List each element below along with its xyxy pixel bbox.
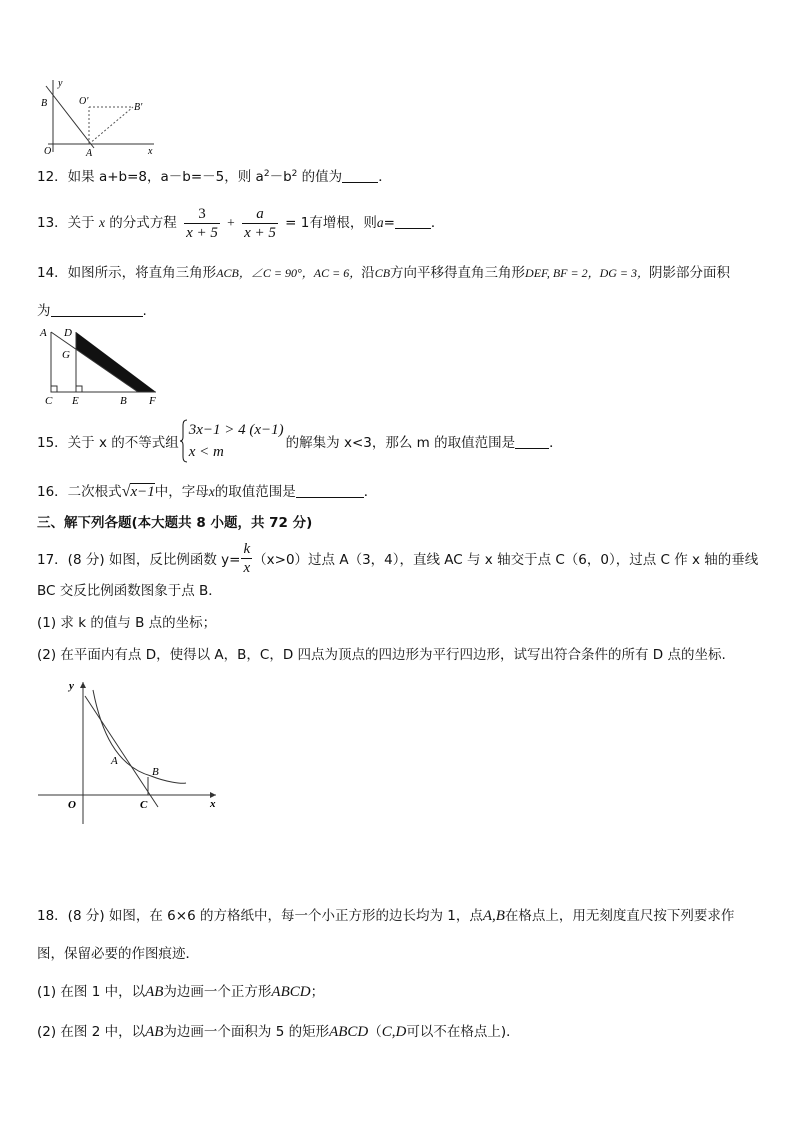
answer-blank[interactable]: [515, 434, 549, 449]
question-14-line2: 为 .: [37, 303, 147, 319]
question-13: 13．关于 x 的分式方程 $\frac{3}{x + 5}$ + $\frac{a}{x + 5}$ = 1有增根，则a= ．: [37, 205, 445, 241]
question-17-line1: 17．(8 分) 如图，反比例函数 y= $\frac{k}{x}$ （x>0）过点 A（3，4），直线 AC 与 x 轴交于点 C（6，0），过点 C 作 x 轴的垂线: [37, 540, 759, 576]
label-C: C: [45, 395, 53, 406]
question-14-line1: 14．如图所示，将直角三角形ACB，∠C = 90°，AC = 6，沿CB方向平移得直角三角形DEF, BF = 2，DG = 3，阴影部分面积: [37, 265, 731, 281]
hyperbola-curve: [93, 690, 186, 783]
question-17-line2: BC 交反比例函数图象于点 B．: [37, 583, 222, 599]
right-angle-C: [51, 386, 57, 392]
label-x: x: [210, 798, 216, 810]
brace-icon: [180, 419, 188, 463]
top-figure: [36, 76, 161, 158]
figure-17: [36, 676, 226, 826]
question-18-line2: 图，保留必要的作图痕迹．: [37, 946, 199, 962]
label-O: O: [44, 146, 52, 157]
line-AC: [85, 696, 158, 807]
y-axis-arrow-icon: [80, 682, 86, 688]
label-O: O: [68, 799, 76, 811]
label-y: y: [69, 680, 74, 692]
question-15: 15．关于 x 的不等式组 3x−1 > 4 (x−1) x < m 的解集为 x<3，那么 m 的取值范围是 ．: [37, 418, 563, 464]
label-A: A: [111, 755, 118, 767]
question-17-sub2: (2) 在平面内有点 D，使得以 A，B，C，D 四点为顶点的四边形为平行四边形，试写出符合条件的所有 D 点的坐标.: [37, 647, 726, 663]
label-B: B: [41, 98, 48, 109]
label-F: F: [149, 395, 156, 406]
question-18-line1: 18．(8 分) 如图，在 6×6 的方格纸中，每一个小正方形的边长均为 1，点A,B在格点上，用无刻度直尺按下列要求作: [37, 908, 735, 924]
hypotenuse-AB: [51, 332, 138, 392]
label-y: y: [58, 78, 63, 89]
sqrt-icon: √: [121, 483, 131, 500]
label-B: B: [120, 395, 127, 406]
label-E: E: [72, 395, 79, 406]
label-B: B: [152, 766, 159, 778]
dashed-A-B-prime: [89, 107, 133, 144]
shaded-region: [76, 332, 156, 392]
fraction-a-over-x5: $\frac{a}{x + 5}$: [244, 205, 276, 241]
question-17-sub1: (1) 求 k 的值与 B 点的坐标；: [37, 615, 217, 631]
fraction-3-over-x5: $\frac{3}{x + 5}$: [186, 205, 218, 241]
question-12: 12．如果 a+b=8，a－b=－5，则 $a^2-b^2$ 的值为 ．: [37, 169, 392, 185]
label-G: G: [62, 349, 70, 361]
figure-14: [36, 324, 166, 406]
label-C: C: [140, 799, 148, 811]
label-B-prime: B': [134, 102, 143, 113]
answer-blank[interactable]: [51, 302, 143, 317]
label-A: A: [86, 148, 93, 158]
label-x: x: [148, 146, 153, 157]
right-angle-E: [76, 386, 82, 392]
question-16: 16．二次根式√x−1中，字母x的取值范围是 ．: [37, 483, 378, 500]
question-18-sub2: (2) 在图 2 中，以AB为边画一个面积为 5 的矩形ABCD（C,D可以不在格点上)．: [37, 1024, 520, 1040]
answer-blank[interactable]: [342, 168, 378, 183]
question-18-sub1: (1) 在图 1 中，以AB为边画一个正方形ABCD；: [37, 984, 325, 1000]
section-3-heading: 三、解下列各题(本大题共 8 小题，共 72 分): [37, 515, 313, 531]
label-A: A: [40, 327, 47, 339]
fraction-k-over-x: $\frac{k}{x}$: [243, 540, 251, 576]
label-D: D: [64, 327, 72, 339]
label-O-prime: O': [79, 96, 89, 107]
answer-blank[interactable]: [395, 214, 431, 229]
answer-blank[interactable]: [296, 483, 364, 498]
